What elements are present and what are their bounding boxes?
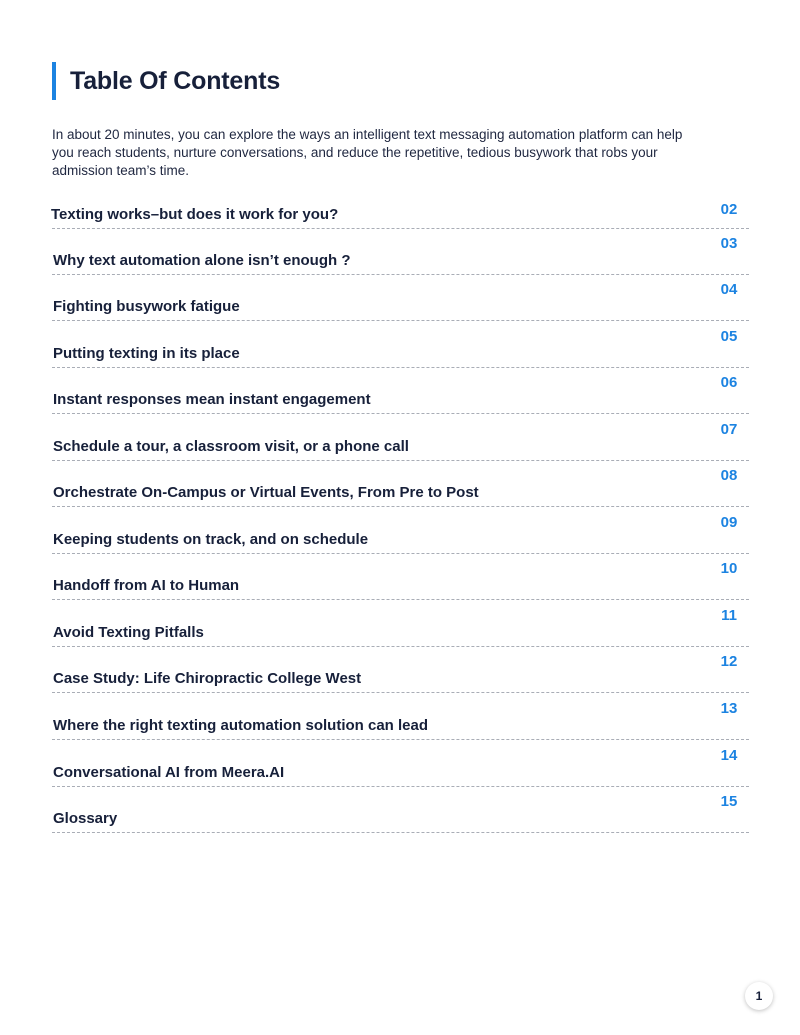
- toc-item[interactable]: [52, 601, 749, 647]
- toc-item[interactable]: [52, 647, 749, 693]
- toc-item-page: 02: [720, 201, 738, 218]
- toc-item[interactable]: [52, 275, 749, 321]
- toc-item[interactable]: [52, 322, 749, 368]
- toc-item-label: Putting texting in its place: [53, 345, 240, 362]
- toc-item-page: 05: [720, 328, 738, 345]
- toc-item-page: 13: [720, 700, 738, 717]
- toc-item-page: 14: [720, 747, 738, 764]
- toc-item[interactable]: [52, 229, 749, 275]
- toc-item[interactable]: [52, 461, 749, 507]
- toc-item[interactable]: [52, 787, 749, 833]
- page-title: Table Of Contents: [70, 66, 281, 95]
- toc-item[interactable]: [52, 415, 749, 461]
- toc-item-page: 04: [720, 281, 738, 298]
- toc-item-label: Schedule a tour, a classroom visit, or a phone call: [53, 438, 409, 455]
- toc-item-page: 06: [720, 374, 738, 391]
- toc-item-page: 11: [721, 607, 737, 624]
- toc-item[interactable]: [52, 694, 749, 740]
- toc-item-label: Orchestrate On-Campus or Virtual Events, From Pre to Post: [53, 484, 479, 501]
- accent-bar: [52, 62, 56, 100]
- toc-item[interactable]: [52, 183, 749, 229]
- toc-item-page: 09: [720, 514, 738, 531]
- toc-item-page: 07: [720, 421, 738, 438]
- toc-item-label: Handoff from AI to Human: [53, 577, 240, 594]
- page-number-badge: 1: [745, 982, 773, 1010]
- toc-item[interactable]: [52, 554, 749, 600]
- toc-item-label: Where the right texting automation solution can lead: [53, 717, 429, 734]
- toc-item-page: 08: [720, 467, 738, 484]
- toc-item-label: Glossary: [53, 810, 118, 827]
- toc-item-label: Case Study: Life Chiropractic College West: [53, 670, 362, 687]
- intro-paragraph: In about 20 minutes, you can explore the ways an intelligent text messaging automation platform can help you reach students, nurture conversations, and reduce the repetitive, tedious busywork that robs your admission team’s time.: [52, 127, 683, 178]
- toc-item-label: Texting works–but does it work for you?: [51, 206, 339, 223]
- toc-item-page: 10: [720, 560, 738, 577]
- toc-item-label: Fighting busywork fatigue: [53, 298, 240, 315]
- toc-item-label: Conversational AI from Meera.AI: [53, 764, 285, 781]
- toc-item-page: 15: [720, 793, 738, 810]
- toc-item-label: Avoid Texting Pitfalls: [53, 624, 204, 641]
- toc-item-label: Instant responses mean instant engagement: [53, 391, 371, 408]
- toc-item-label: Why text automation alone isn’t enough ?: [53, 252, 351, 269]
- toc-item[interactable]: [52, 741, 749, 787]
- toc-item-label: Keeping students on track, and on schedule: [53, 531, 369, 548]
- toc-item-page: 12: [720, 653, 738, 670]
- toc-item-page: 03: [720, 235, 738, 252]
- toc-item[interactable]: [52, 368, 749, 414]
- page-header: [52, 62, 280, 100]
- toc-item[interactable]: [52, 508, 749, 554]
